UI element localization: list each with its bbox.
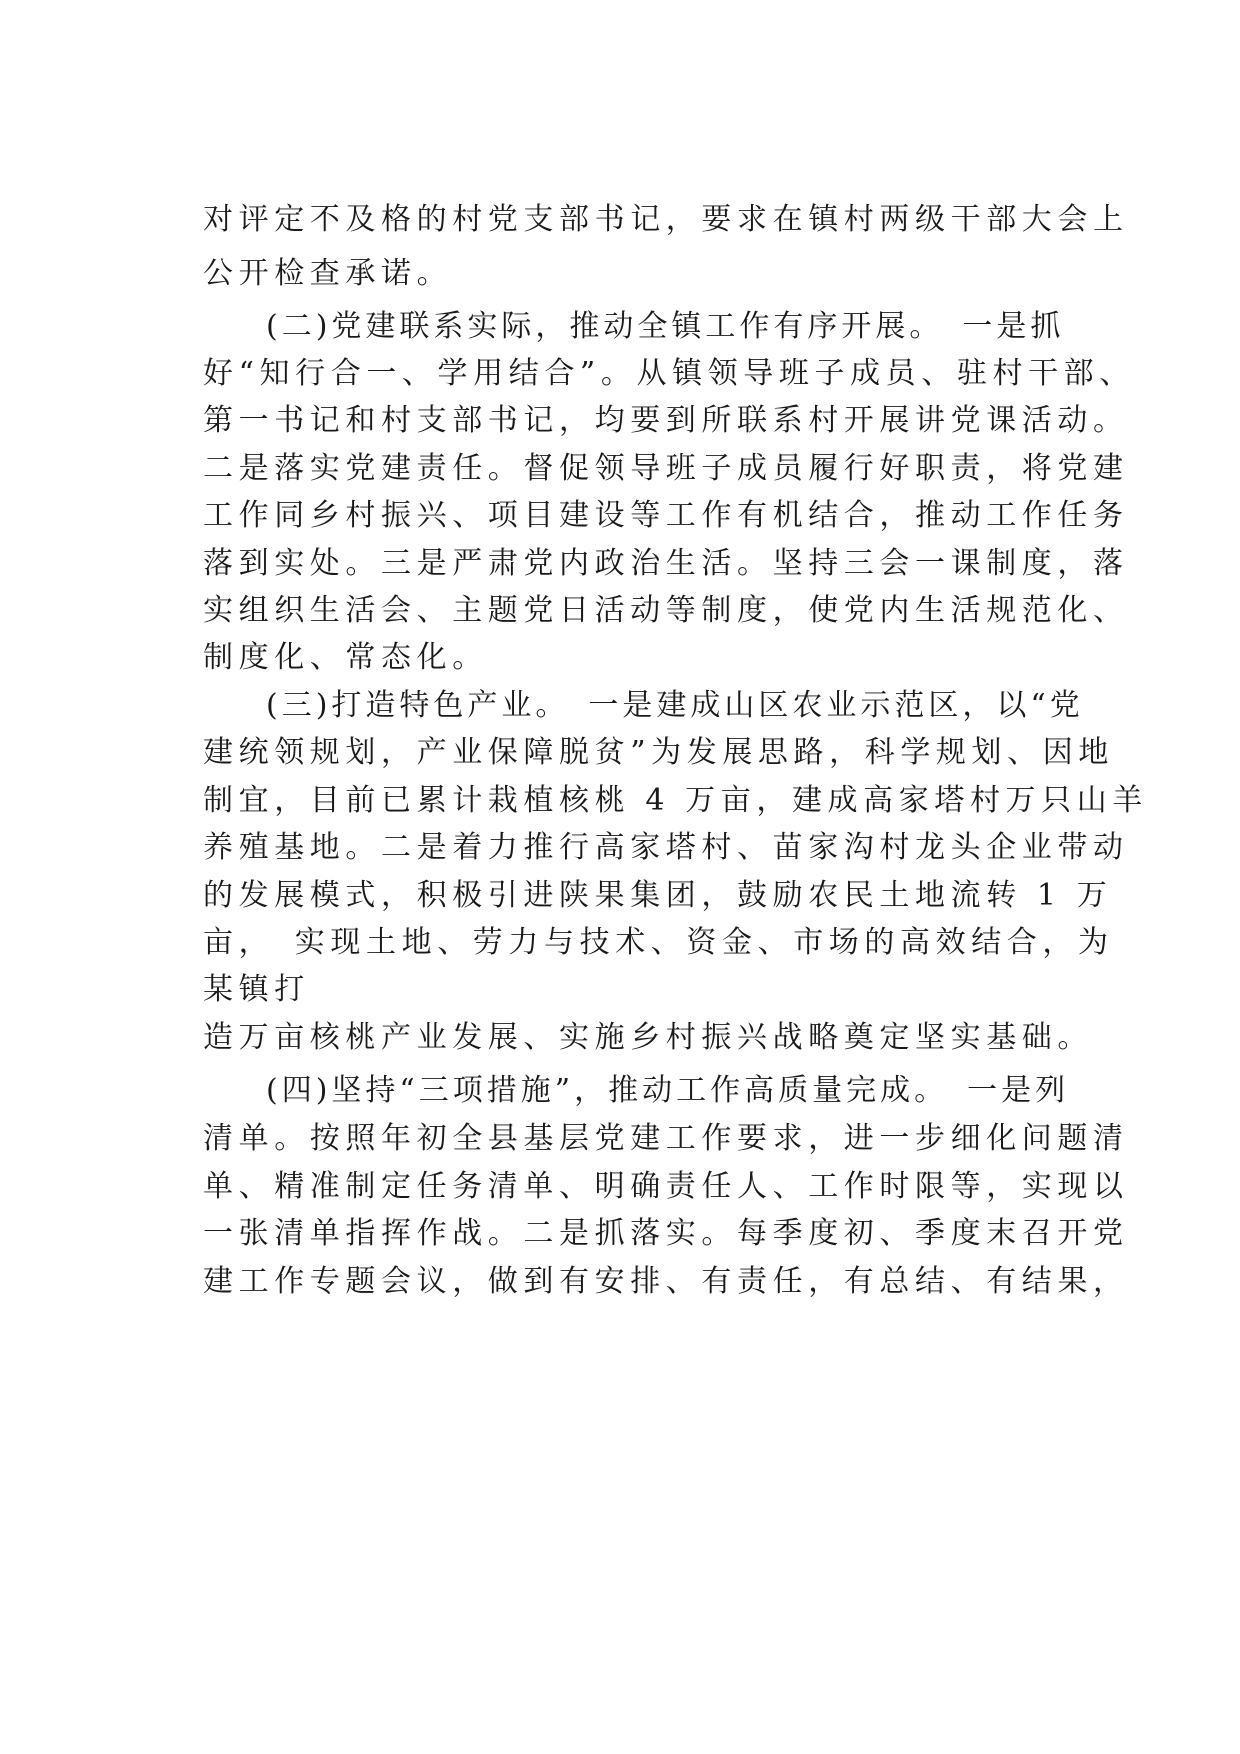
text-line: 实组织生活会、主题党日活动等制度，使党内生活规范化、 [203,593,1129,628]
text-line: 建工作专题会议，做到有安排、有责任，有总结、有结果， [203,1264,1129,1299]
text-line: 养殖基地。二是着力推行高家塔村、苗家沟村龙头企业带动 [203,830,1129,865]
text-line: 公开检查承诺。 [203,256,453,291]
text-line: 二是落实党建责任。督促领导班子成员履行好职责，将党建 [203,451,1129,486]
text-line: 制宜，目前已累计栽植核桃 4 万亩，建成高家塔村万只山羊 [203,783,1148,818]
text-line: 落到实处。三是严肃党内政治生活。坚持三会一课制度，落 [203,546,1129,581]
text-line: 好“知行合一、学用结合”。从镇领导班子成员、驻村干部、 [203,356,1135,391]
text-line: 清单。按照年初全县基层党建工作要求，进一步细化问题清 [203,1121,1129,1156]
text-line: 制度化、常态化。 [203,640,488,675]
section-heading-4: (四)坚持“三项措施”，推动工作高质量完成。 一是列 [266,1073,1070,1108]
text-line: 某镇打 [203,972,310,1007]
text-line: 建统领规划，产业保障脱贫”为发展思路，科学规划、因地 [203,735,1114,770]
text-line: 亩， 实现土地、劳力与技术、资金、市场的高效结合，为 [203,925,1114,960]
text-line: 单、精准制定任务清单、明确责任人、工作时限等，实现以 [203,1169,1129,1204]
text-line: 对评定不及格的村党支部书记，要求在镇村两级干部大会上 [203,202,1129,237]
text-line: 的发展模式，积极引进陕果集团，鼓励农民土地流转 1 万 [203,878,1113,913]
text-line: 工作同乡村振兴、项目建设等工作有机结合，推动工作任务 [203,498,1129,533]
text-line: 造万亩核桃产业发展、实施乡村振兴战略奠定坚实基础。 [203,1020,1093,1055]
text-line: 第一书记和村支部书记，均要到所联系村开展讲党课活动。 [203,403,1129,438]
section-heading-3: (三)打造特色产业。 一是建成山区农业示范区，以“党 [266,688,1084,723]
section-heading-2: (二)党建联系实际，推动全镇工作有序开展。 一是抓 [266,309,1065,344]
text-line: 一张清单指挥作战。二是抓落实。每季度初、季度末召开党 [203,1216,1129,1251]
